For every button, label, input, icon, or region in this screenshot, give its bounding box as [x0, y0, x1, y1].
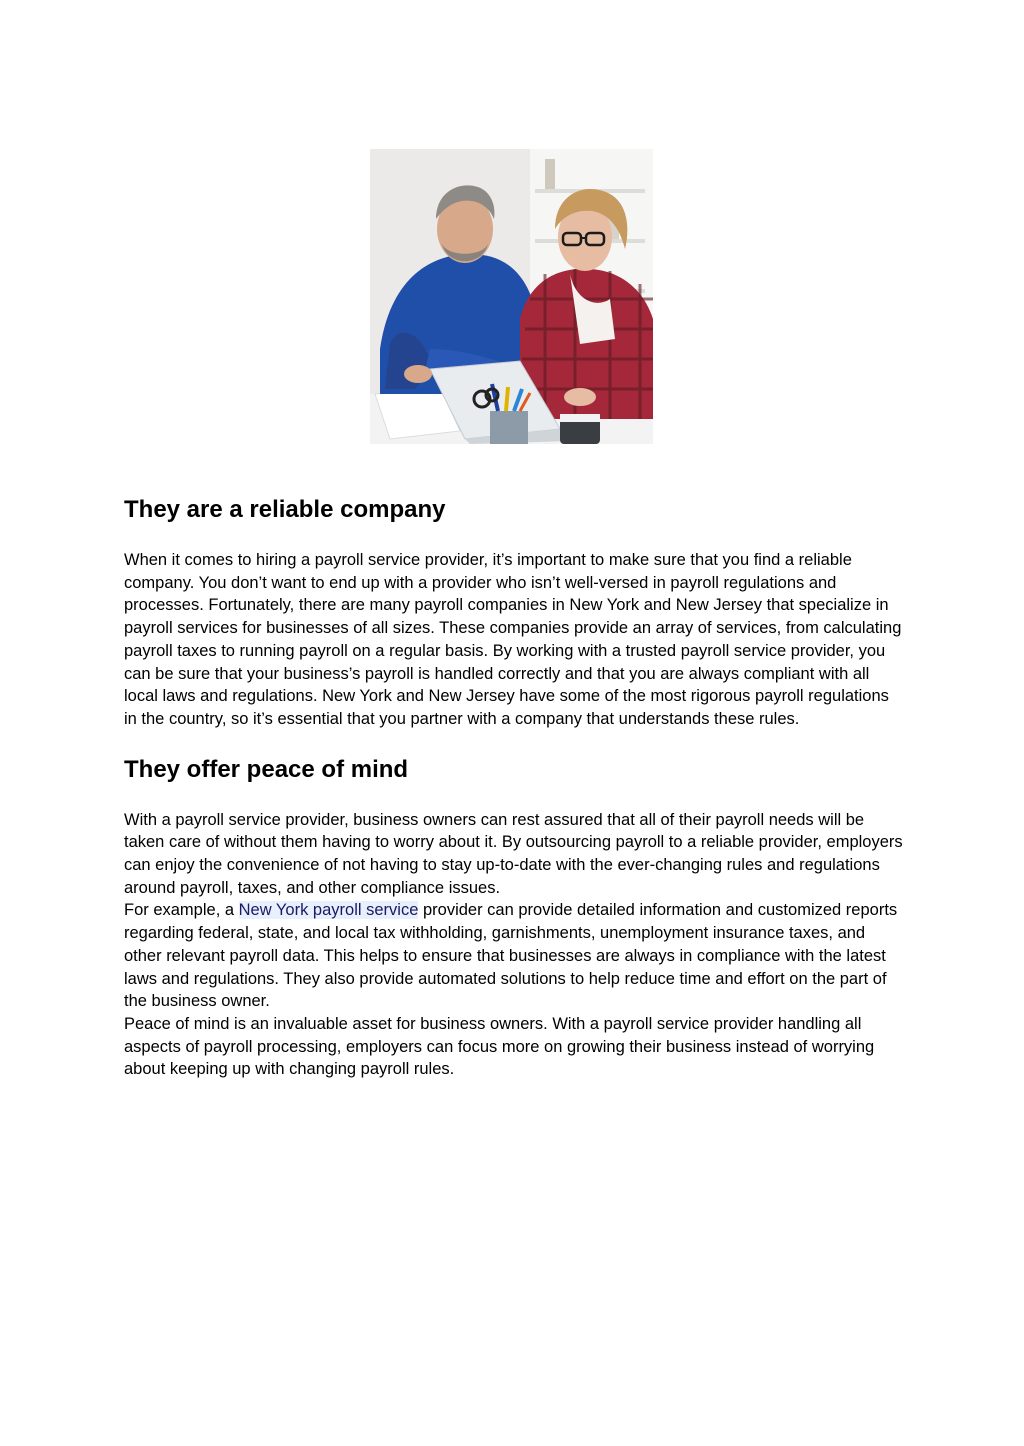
paragraph-text-before-link: For example, a	[124, 901, 239, 920]
paragraph-peace-of-mind-1: With a payroll service provider, business owners can rest assured that all of their payroll needs will be taken care of without them having to worry about it. By outsourcing payroll to a reliable provider, employers can enjoy the convenience of not having to stay up-to-date with the ever-changing rules and regulations around payroll, taxes, and other compliance issues.	[124, 810, 903, 897]
section-heading-peace-of-mind: They offer peace of mind	[124, 755, 409, 783]
paragraph-peace-of-mind-2	[124, 899, 904, 1013]
new-york-payroll-service-link[interactable]: New York payroll service	[238, 901, 419, 920]
section-heading-reliable-company: They are a reliable company	[124, 496, 446, 523]
paragraph-text-after-link: provider can provide detailed information and customized reports regarding federal, state, and local tax withholding, garnishments, unemployment insurance taxes, and other relevant payroll data. This helps to ensure that businesses are always in compliance with the latest laws and regulations. They also provide automated solutions to help reduce time and effort on the part of the business owner.	[124, 901, 898, 1011]
paragraph-peace-of-mind-3: Peace of mind is an invaluable asset for business owners. With a payroll service provider handling all aspects of payroll processing, employers can focus more on growing their business instead of worrying about keeping up with changing payroll rules.	[124, 1014, 875, 1079]
article-content	[124, 493, 904, 1081]
photo-two-people-at-laptop-icon	[370, 149, 653, 444]
paragraph-reliable-company: When it comes to hiring a payroll service provider, it’s important to make sure that you find a reliable company. You don’t want to end up with a provider who isn’t well-versed in payroll regulations and processes. Fortunately, there are many payroll companies in New York and New Jersey that specialize in payroll services for businesses of all sizes. These companies provide an array of services, from calculating payroll taxes to running payroll on a regular basis. By working with a trusted payroll service provider, you can be sure that your business’s payroll is handled correctly and that you are always compliant with all local laws and regulations. New York and New Jersey have some of the most rigorous payroll regulations in the country, so it’s essential that you partner with a company that understands these rules.	[124, 551, 902, 728]
